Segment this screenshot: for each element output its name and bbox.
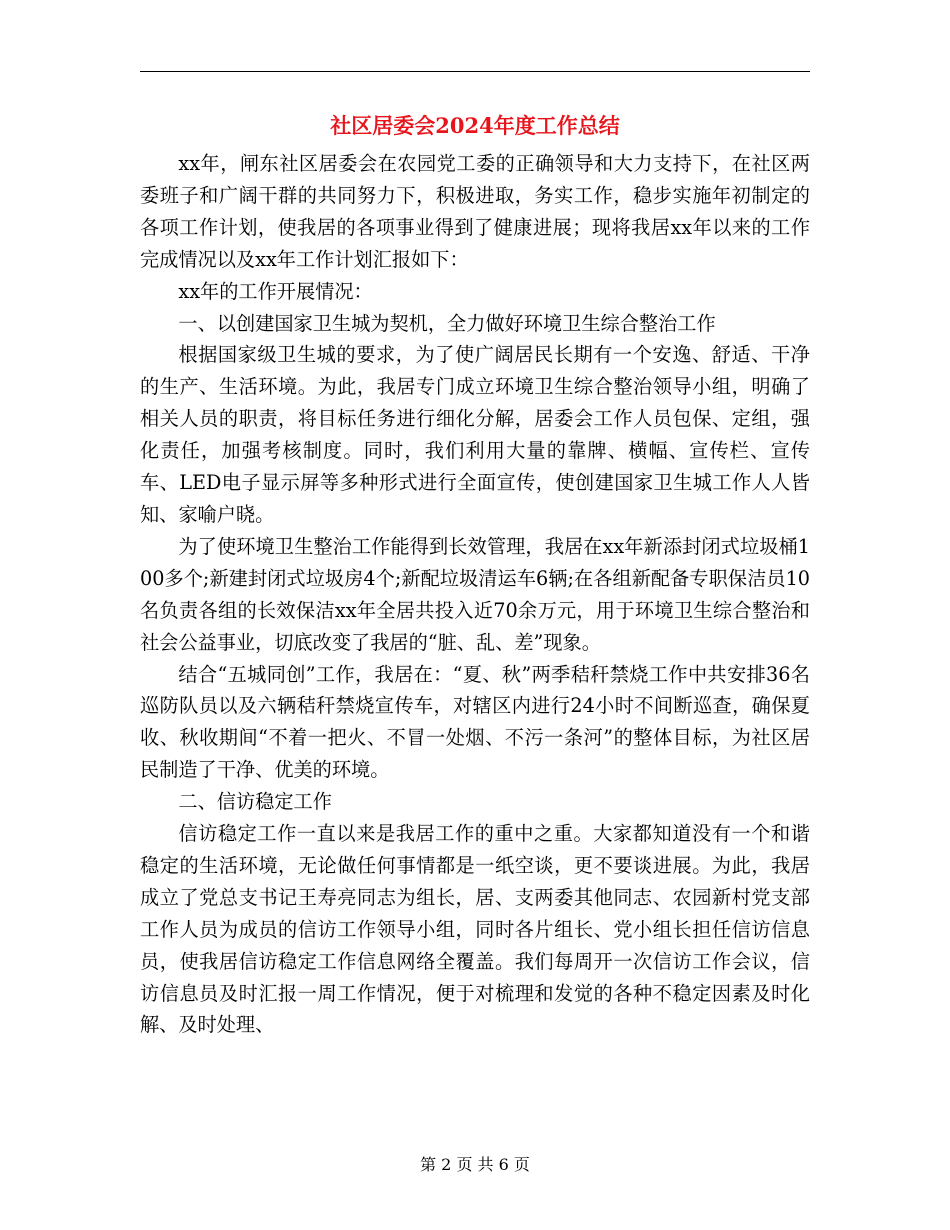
- paragraph-sanitation-investment: 为了使环境卫生整治工作能得到长效管理，我居在xx年新添封闭式垃圾桶100多个;新建封闭式垃圾房4个;新配垃圾清运车6辆;在各组新配备专职保洁员10名负责各组的长效保洁xx年全居共投入近70余万元，用于环境卫生综合整治和社会公益事业，切底改变了我居的“脏、乱、差”现象。: [140, 534, 810, 654]
- header-rule: [140, 71, 810, 72]
- paragraph-straw-burning: 结合“五城同创”工作，我居在：“夏、秋”两季秸秆禁烧工作中共安排36名巡防队员以及六辆秸秆禁烧宣传车，对辖区内进行24小时不间断巡查，确保夏收、秋收期间“不着一把火、不冒一处烟、不污一条河”的整体目标，为社区居民制造了干净、优美的环境。: [140, 662, 810, 782]
- document-body: [140, 148, 810, 1041]
- section-heading-sanitation: 一、以创建国家卫生城为契机，全力做好环境卫生综合整治工作: [178, 311, 716, 335]
- page-number: 第 2 页 共 6 页: [420, 1155, 530, 1174]
- document-title: 社区居委会2024年度工作总结: [330, 113, 620, 138]
- paragraph-petition: 信访稳定工作一直以来是我居工作的重中之重。大家都知道没有一个和谐稳定的生活环境，无论做任何事情都是一纸空谈，更不要谈进展。为此，我居成立了党总支书记王寿亮同志为组长，居、支两委其他同志、农园新村党支部工作人员为成员的信访工作领导小组，同时各片组长、党小组长担任信访信息员，使我居信访稳定工作信息网络全覆盖。我们每周开一次信访工作会议，信访信息员及时汇报一周工作情况，便于对梳理和发觉的各种不稳定因素及时化解、及时处理、: [140, 822, 810, 1037]
- paragraph-sanitation-group: 根据国家级卫生城的要求，为了使广阔居民长期有一个安逸、舒适、干净的生产、生活环境。为此，我居专门成立环境卫生综合整治领导小组，明确了相关人员的职责，将目标任务进行细化分解，居委会工作人员包保、定组，强化责任，加强考核制度。同时，我们利用大量的靠牌、横幅、宣传栏、宣传车、LED电子显示屏等多种形式进行全面宣传，使创建国家卫生城工作人人皆知、家喻户晓。: [140, 343, 810, 526]
- section-heading-petition: 二、信访稳定工作: [178, 790, 332, 814]
- paragraph-progress-heading: xx年的工作开展情况：: [178, 279, 373, 303]
- paragraph-intro: xx年，闸东社区居委会在农园党工委的正确领导和大力支持下，在社区两委班子和广阔干群的共同努力下，积极进取，务实工作，稳步实施年初制定的各项工作计划，使我居的各项事业得到了健康进展；现将我居xx年以来的工作完成情况以及xx年工作计划汇报如下：: [140, 152, 810, 271]
